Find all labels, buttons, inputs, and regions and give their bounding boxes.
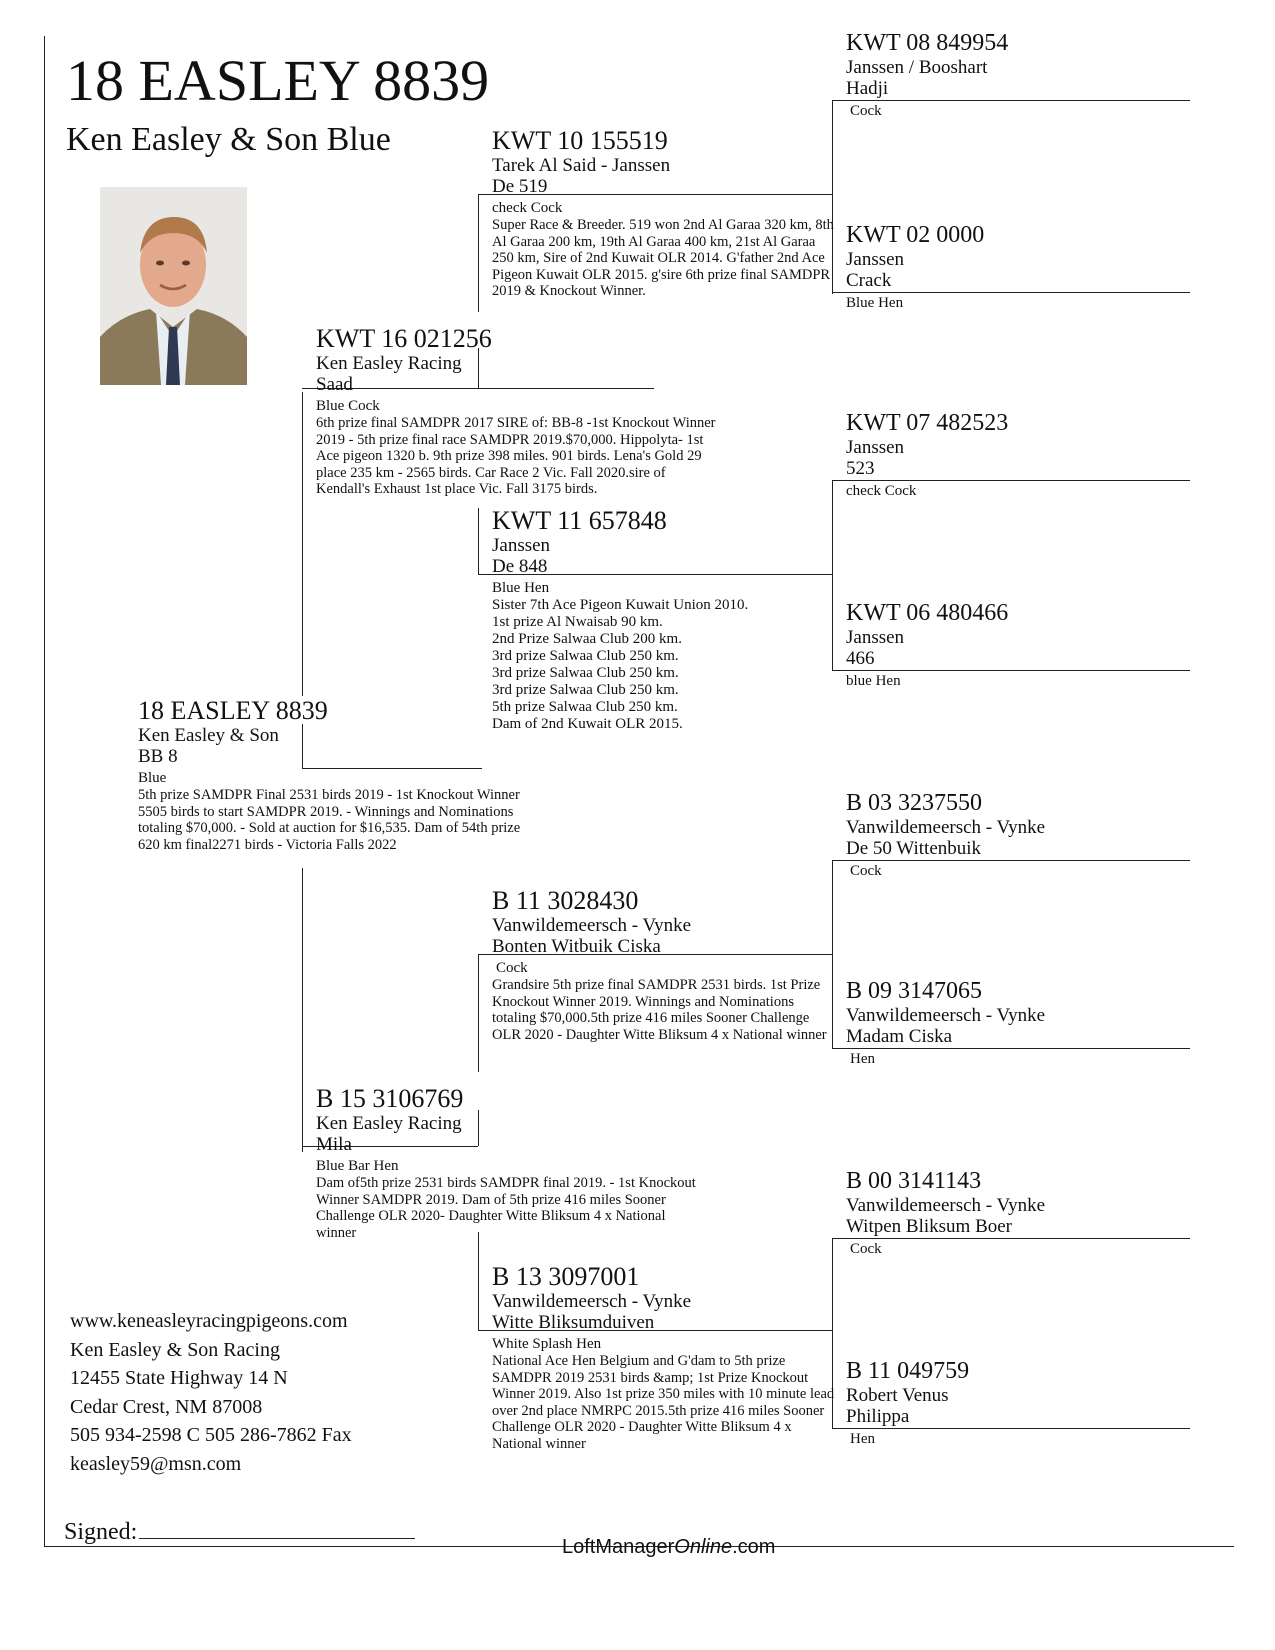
page-left-border — [44, 36, 45, 1546]
band-number: 18 EASLEY 8839 — [138, 696, 328, 725]
band-number: B 11 3028430 — [492, 886, 639, 915]
contact-city: Cedar Crest, NM 87008 — [70, 1395, 263, 1418]
color: Cock — [850, 863, 882, 879]
color: Hen — [850, 1051, 875, 1067]
band-number: B 03 3237550 — [846, 790, 983, 816]
band-number: B 09 3147065 — [846, 978, 983, 1004]
footer-logo — [562, 1536, 775, 1559]
contact-name: Ken Easley & Son Racing — [70, 1338, 280, 1361]
owner-photo — [100, 187, 247, 385]
bird-name: Mila — [316, 1134, 352, 1155]
connector — [478, 194, 479, 312]
band-number: KWT 10 155519 — [492, 126, 668, 155]
notes: Super Race & Breeder. 519 won 2nd Al Garaa 320 km, 8th Al Garaa 200 km, 19th Al Garaa 400 km, 21st Al Garaa 250 km, Sire of 2nd Kuwait OLR 2014. G'father 2nd Ace Pigeon Kuwait OLR 2015. g'sire 6th prize final SAMDPR 2019 & Knockout Winner. — [492, 217, 834, 299]
note-line: 2nd Prize Salwaa Club 200 km. — [492, 631, 682, 647]
owner: Vanwildemeersch - Vynke — [846, 1195, 1046, 1216]
color: Blue Hen — [492, 580, 550, 596]
connector — [478, 1232, 479, 1330]
email-link[interactable]: keasley59@msn.com — [70, 1452, 242, 1475]
bird-name: Bonten Witbuik Ciska — [492, 936, 661, 957]
notes: Grandsire 5th prize final SAMDPR 2531 birds. 1st Prize Knockout Winner 2019. Winnings and Nominations totaling $70,000.5th prize 416 miles Sooner Challenge OLR 2020 - Daughter Witte Bliksum 4 x National winner — [492, 977, 827, 1043]
band-number: KWT 08 849954 — [846, 30, 1009, 56]
owner: Janssen — [492, 535, 551, 556]
sire-sire-bird — [492, 126, 837, 300]
gg-bird — [846, 1168, 1045, 1258]
owner: Vanwildemeersch - Vynke — [846, 817, 1046, 838]
bird-name: 466 — [846, 648, 875, 669]
page-subtitle: Ken Easley & Son Blue — [66, 121, 391, 158]
band-number: B 15 3106769 — [316, 1084, 464, 1113]
connector — [478, 954, 479, 1072]
bird-name: Madam Ciska — [846, 1026, 953, 1047]
notes: 6th prize final SAMDPR 2017 SIRE of: BB-8 -1st Knockout Winner 2019 - 5th prize final race SAMDPR 2019.$70,000. Hippolyta- 1st Ace pigeon 1320 b. 9th prize 398 miles. 901 birds. Lena's Gold 29 place 235 km - 2565 birds. Car Race 2 Vic. Fall 2020.sire of Kendall's Exhaust 1st place Vic. Fall 3175 birds. — [316, 415, 716, 497]
bird-name: Saad — [316, 374, 353, 395]
signature-line — [139, 1518, 415, 1539]
dam-sire-bird — [492, 886, 837, 1043]
bird-name: Hadji — [846, 78, 889, 99]
owner: Ken Easley Racing — [316, 1113, 462, 1134]
band-number: KWT 06 480466 — [846, 600, 1009, 626]
color: White Splash Hen — [492, 1336, 602, 1352]
bird-name: Witpen Bliksum Boer — [846, 1216, 1012, 1237]
gg-bird — [846, 222, 984, 312]
connector — [302, 392, 303, 696]
owner-portrait-image — [100, 187, 247, 385]
logo-text-right: .com — [732, 1536, 776, 1558]
band-number: KWT 11 657848 — [492, 506, 667, 535]
website-link[interactable]: www.keneasleyracingpigeons.com — [70, 1310, 348, 1332]
notes: Dam of5th prize 2531 birds SAMDPR final 2019. - 1st Knockout Winner SAMDPR 2019. Dam of 5th prize 416 miles Sooner Challenge OLR 2020- Daughter Witte Bliksum 4 x National winner — [316, 1175, 696, 1241]
band-number: B 00 3141143 — [846, 1168, 982, 1194]
color: Blue Bar Hen — [316, 1158, 399, 1174]
owner: Vanwildemeersch - Vynke — [492, 915, 692, 936]
signature-field — [64, 1518, 415, 1546]
color: blue Hen — [846, 673, 901, 689]
color: Cock — [850, 1241, 882, 1257]
dam-bird — [316, 1084, 706, 1241]
bird-name: 523 — [846, 458, 875, 479]
connector — [832, 480, 833, 670]
gg-bird — [846, 30, 1008, 120]
bird-name: Philippa — [846, 1406, 910, 1427]
logo-text-left: LoftManager — [562, 1536, 675, 1558]
color: Blue Hen — [846, 295, 904, 311]
note-line: 3rd prize Salwaa Club 250 km. — [492, 648, 679, 664]
owner: Tarek Al Said - Janssen — [492, 155, 671, 176]
note-line: Sister 7th Ace Pigeon Kuwait Union 2010. — [492, 597, 749, 613]
logo-text-italic: Online — [674, 1536, 733, 1558]
owner: Vanwildemeersch - Vynke — [492, 1291, 692, 1312]
bird-name: De 848 — [492, 556, 548, 577]
connector — [478, 508, 479, 574]
note-line: Dam of 2nd Kuwait OLR 2015. — [492, 716, 683, 732]
note-line: 3rd prize Salwaa Club 250 km. — [492, 665, 679, 681]
band-number: KWT 07 482523 — [846, 410, 1009, 436]
color: Hen — [850, 1431, 875, 1447]
band-number: B 13 3097001 — [492, 1262, 640, 1291]
page-title: 18 EASLEY 8839 — [66, 48, 490, 113]
owner: Ken Easley & Son — [138, 725, 279, 746]
band-number: B 11 049759 — [846, 1358, 970, 1384]
bird-name: BB 8 — [138, 746, 178, 767]
owner: Janssen — [846, 437, 905, 458]
contact-phone: 505 934-2598 C 505 286-7862 Fax — [70, 1424, 352, 1446]
gg-bird — [846, 978, 1045, 1068]
note-line: 3rd prize Salwaa Club 250 km. — [492, 682, 679, 698]
gg-bird — [846, 600, 1008, 690]
gg-bird — [846, 790, 1045, 880]
color: check Cock — [492, 200, 563, 216]
connector — [302, 868, 303, 1152]
color: check Cock — [846, 483, 917, 499]
notes: National Ace Hen Belgium and G'dam to 5th prize SAMDPR 2019 2531 birds &amp; 1st Prize Knockout Winner 2019. Also 1st prize 350 miles with 10 minute lead over 2nd place NMRPC 2015.5th prize 416 miles Sooner Challenge OLR 2020 - Daughter Witte Bliksum 4 x National winner — [492, 1353, 835, 1452]
bird-name: De 50 Wittenbuik — [846, 838, 982, 859]
band-number: KWT 02 0000 — [846, 222, 985, 248]
gg-bird — [846, 1358, 969, 1448]
color: Blue Cock — [316, 398, 380, 414]
owner: Janssen / Booshart — [846, 57, 988, 78]
color: Cock — [850, 103, 882, 119]
owner: Robert Venus — [846, 1385, 949, 1406]
bird-name: Witte Bliksumduiven — [492, 1312, 655, 1333]
owner: Ken Easley Racing — [316, 353, 462, 374]
owner: Vanwildemeersch - Vynke — [846, 1005, 1046, 1026]
signed-label: Signed: — [64, 1519, 138, 1545]
notes: 5th prize SAMDPR Final 2531 birds 2019 - 1st Knockout Winner 5505 birds to start SAMDPR 2019. - Winnings and Nominations totaling $70,000. - Sold at auction for $16,535. Dam of 54th prize 620 km final2271 birds - Victoria Falls 2022 — [138, 787, 521, 853]
subject-bird — [138, 696, 538, 853]
contact-block — [70, 1307, 352, 1478]
band-number: KWT 16 021256 — [316, 324, 492, 353]
dam-dam-bird — [492, 1262, 837, 1452]
note-line: 5th prize Salwaa Club 250 km. — [492, 699, 678, 715]
owner: Janssen — [846, 249, 905, 270]
note-line: 1st prize Al Nwaisab 90 km. — [492, 614, 663, 630]
bird-name: De 519 — [492, 176, 548, 197]
contact-street: 12455 State Highway 14 N — [70, 1367, 288, 1389]
owner: Janssen — [846, 627, 905, 648]
sire-bird — [316, 324, 716, 498]
bird-name: Crack — [846, 270, 892, 291]
color: Cock — [496, 960, 528, 976]
gg-bird — [846, 410, 1008, 500]
color: Blue — [138, 770, 167, 786]
sire-dam-bird — [492, 506, 832, 733]
